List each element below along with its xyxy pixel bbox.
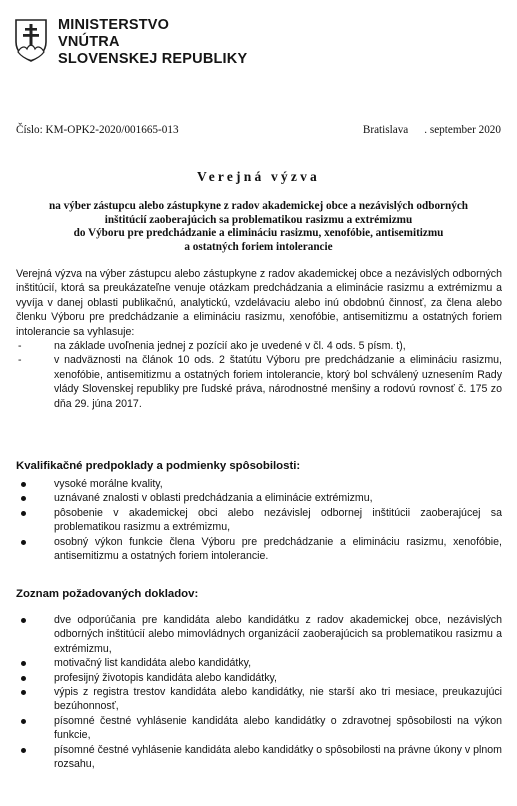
document-text: dve odporúčania pre kandidáta alebo kandidátku z radov akademickej obce, nezávislých odborných inštitúcií alebo mimovládnych organizácií zaoberajúcich sa problematikou rasizmu a extrémizmu, xyxy=(54,614,502,655)
place-date xyxy=(363,124,501,136)
reason-text: na základe uvoľnenia jednej z pozícií ako je uvedené v čl. 4 ods. 5 písm. t), xyxy=(54,340,406,353)
list-item xyxy=(16,506,502,535)
document-subtitle xyxy=(10,200,507,254)
bullet-icon xyxy=(21,719,26,724)
bullet-icon xyxy=(21,690,26,695)
documents-section xyxy=(16,613,502,771)
dash-marker: - xyxy=(18,340,22,353)
list-item xyxy=(16,491,502,505)
documents-list xyxy=(16,613,502,771)
document-text: písomné čestné vyhlásenie kandidáta alebo kandidátky o spôsobilosti na právne úkony v plnom rozsahu, xyxy=(54,743,502,771)
bullet-icon xyxy=(21,661,26,666)
qualification-text: pôsobenie v akademickej obci alebo nezávislej odbornej inštitúcii zaoberajúcej sa problematikou rasizmu a extrémizmu, xyxy=(54,506,502,534)
document-text: motivačný list kandidáta alebo kandidátky, xyxy=(54,657,252,670)
reason-text: v nadväznosti na článok 10 ods. 2 štatútu Výboru pre predchádzanie a elimináciu rasizmu, xenofóbie, antisemitizmu a ostatných foriem intolerancie, ktorý bol schválený uznesením Rady vlády Slovenskej republiky pre ľudské práva, národnostné menšiny a rodovú rovnosť č. 175 zo dňa 29. júna 2017. xyxy=(54,354,502,410)
slovak-coat-of-arms-icon xyxy=(14,18,48,62)
bullet-icon xyxy=(21,511,26,516)
place: Bratislava xyxy=(362,124,409,136)
subtitle-line-1: na výber zástupcu alebo zástupkyne z radov akademickej obce a nezávislých odborných xyxy=(48,200,469,212)
qualification-text: uznávané znalosti v oblasti predchádzania a eliminácie extrémizmu, xyxy=(54,492,373,505)
qualification-text: osobný výkon funkcie člena Výboru pre predchádzanie a elimináciu rasizmu, xenofóbie, antisemitizmu a ostatných foriem intolerancie. xyxy=(54,535,502,563)
qualification-text: vysoké morálne kvality, xyxy=(54,478,163,490)
bullet-icon xyxy=(21,676,26,681)
ministry-line-2: VNÚTRA xyxy=(58,34,120,50)
reasons-list xyxy=(16,339,502,411)
ministry-line-1: MINISTERSTVO xyxy=(58,17,170,33)
bullet-icon xyxy=(21,482,26,487)
list-item xyxy=(16,671,502,685)
intro-paragraph: Verejná výzva na výber zástupcu alebo zástupkyne z radov akademickej obce a nezávislých odborných inštitúcií, ktorá sa preukázateľne venuje otázkam predchádzania a eliminácie rasizmu a extrémizmu a vyvíja v danej oblasti publikačnú, analytickú, vzdelávaciu alebo inú obdobnú činnosť, za člena alebo členku Výboru pre predchádzanie a elimináciu rasizmu, xenofóbie, antisemitizmu a ostatných foriem intolerancie sa vyhlasuje: xyxy=(16,268,502,338)
document-text: výpis z registra trestov kandidáta alebo kandidátky, nie starší ako tri mesiace, preukazujúci bezúhonnosť, xyxy=(54,686,502,713)
qualifications-section xyxy=(16,477,502,563)
ministry-line-3: SLOVENSKEJ REPUBLIKY xyxy=(58,51,248,67)
document-text: profesijný životopis kandidáta alebo kandidátky, xyxy=(54,671,277,684)
list-item xyxy=(16,613,502,656)
documents-heading: Zoznam požadovaných dokladov: xyxy=(16,588,199,600)
list-item xyxy=(16,535,502,564)
list-item xyxy=(16,339,502,353)
list-item xyxy=(16,656,502,670)
bullet-icon xyxy=(21,618,26,623)
date: . september 2020 xyxy=(424,124,501,136)
reference-number: Číslo: KM-OPK2-2020/001665-013 xyxy=(16,124,179,136)
bullet-icon xyxy=(21,540,26,545)
bullet-icon xyxy=(21,496,26,501)
qualifications-list xyxy=(16,477,502,563)
document-title: Verejná výzva xyxy=(197,169,320,184)
document-text: písomné čestné vyhlásenie kandidáta alebo kandidátky o zdravotnej spôsobilosti na výkon funkcie, xyxy=(54,714,502,742)
list-item xyxy=(16,353,502,411)
subtitle-line-4: a ostatných foriem intolerancie xyxy=(184,240,333,253)
subtitle-line-2: inštitúcií zaoberajúcich sa problematikou rasizmu a extrémizmu xyxy=(104,213,413,226)
intro-section xyxy=(16,267,502,411)
list-item xyxy=(16,685,502,714)
qualifications-heading: Kvalifikačné predpoklady a podmienky spôsobilosti: xyxy=(16,460,301,472)
list-item xyxy=(16,477,502,491)
subtitle-line-3: do Výboru pre predchádzanie a elimináciu rasizmu, xenofóbie, antisemitizmu xyxy=(73,227,444,240)
bullet-icon xyxy=(21,748,26,753)
list-item xyxy=(16,743,502,772)
dash-marker: - xyxy=(18,354,22,367)
ministry-name xyxy=(58,17,247,68)
list-item xyxy=(16,714,502,743)
